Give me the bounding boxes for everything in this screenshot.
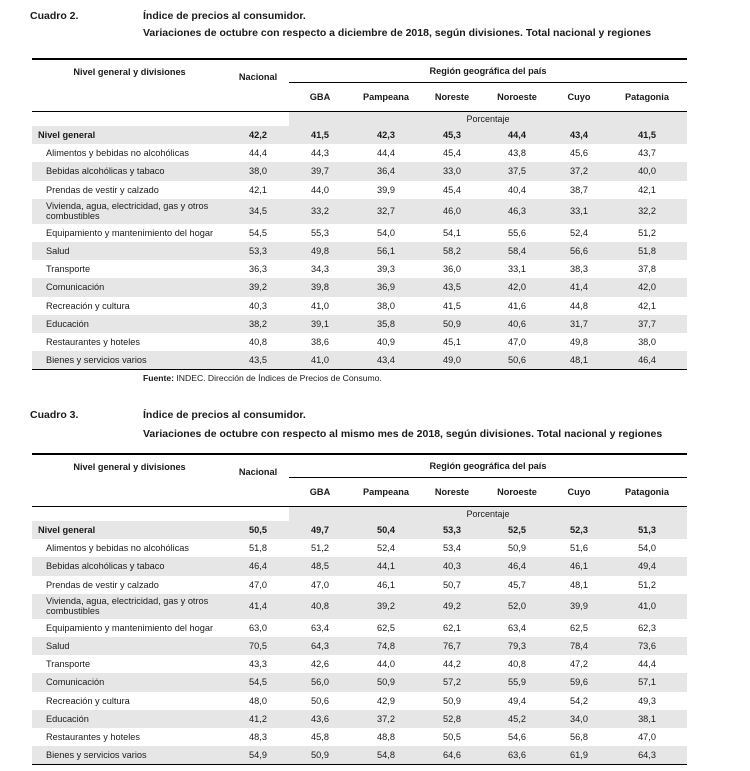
column-header-noroeste: Noroeste xyxy=(483,478,551,507)
row-label: Salud xyxy=(32,242,227,260)
cell-patagonia: 38,0 xyxy=(638,336,656,347)
cell-noroeste: 33,1 xyxy=(508,264,526,275)
row-label: Alimentos y bebidas no alcohólicas xyxy=(46,148,189,159)
cell-pampeana: 38,0 xyxy=(377,300,395,311)
cell-pampeana: 37,2 xyxy=(351,710,421,728)
cell-gba: 56,0 xyxy=(289,673,351,691)
cell-gba: 47,0 xyxy=(311,579,329,590)
table-row xyxy=(32,278,687,296)
cell-noroeste: 40,4 xyxy=(508,184,526,195)
row-label: Recreación y cultura xyxy=(46,695,130,706)
cell-patagonia: 44,4 xyxy=(638,659,656,670)
cell-cuyo: 43,4 xyxy=(551,126,607,144)
cell-cuyo: 37,2 xyxy=(551,162,607,180)
cell-cuyo: 46,1 xyxy=(551,557,607,575)
table-row xyxy=(32,637,687,655)
cell-patagonia: 32,2 xyxy=(607,199,687,224)
cell-pampeana: 42,3 xyxy=(351,126,421,144)
cell-noreste: 41,5 xyxy=(443,300,461,311)
cell-noroeste: 40,8 xyxy=(508,659,526,670)
row-label: Recreación y cultura xyxy=(46,300,130,311)
cell-nacional: 38,2 xyxy=(227,315,289,333)
cell-patagonia: 46,4 xyxy=(607,351,687,370)
cell-gba: 49,7 xyxy=(289,521,351,539)
cell-noroeste: 40,6 xyxy=(483,315,551,333)
table-row xyxy=(32,619,687,637)
row-label: Nivel general xyxy=(32,126,227,144)
header-row xyxy=(32,454,687,478)
row-label: Bebidas alcohólicas y tabaco xyxy=(32,557,227,575)
cell-noroeste: 54,6 xyxy=(508,731,526,742)
table-row xyxy=(32,655,687,673)
table-row xyxy=(32,162,687,180)
cell-noroeste: 43,8 xyxy=(508,148,526,159)
table-row xyxy=(32,746,687,765)
table-title: Índice de precios al consumidor. xyxy=(143,10,306,22)
cell-noroeste: 45,2 xyxy=(483,710,551,728)
cell-patagonia: 51,2 xyxy=(638,579,656,590)
cell-patagonia: 42,1 xyxy=(638,300,656,311)
row-label: Equipamiento y mantenimiento del hogar xyxy=(46,227,214,238)
cell-pampeana: 32,7 xyxy=(351,199,421,224)
cell-patagonia: 37,7 xyxy=(607,315,687,333)
cell-noroeste: 63,6 xyxy=(483,746,551,765)
cell-noroeste: 44,4 xyxy=(483,126,551,144)
column-header-gba: GBA xyxy=(289,83,351,112)
table-row xyxy=(32,242,687,260)
cell-pampeana: 46,1 xyxy=(377,579,395,590)
table-row xyxy=(32,557,687,575)
cell-noreste: 44,2 xyxy=(443,659,461,670)
cell-pampeana: 42,9 xyxy=(377,695,395,706)
cell-noreste: 45,4 xyxy=(443,184,461,195)
table-row xyxy=(32,673,687,691)
table-subtitle: Variaciones de octubre con respecto a diciembre de 2018, según divisiones. Total nacional y regiones xyxy=(143,27,652,39)
cell-pampeana: 44,1 xyxy=(351,557,421,575)
cell-cuyo: 48,1 xyxy=(551,351,607,370)
cell-noreste: 62,1 xyxy=(443,622,461,633)
table-label: Cuadro 2. xyxy=(30,10,79,22)
table-row xyxy=(32,594,687,619)
cell-noroeste: 55,9 xyxy=(483,673,551,691)
cell-patagonia: 41,0 xyxy=(607,594,687,619)
row-label: Nivel general xyxy=(32,521,227,539)
cell-pampeana: 44,0 xyxy=(377,659,395,670)
cell-nacional: 39,2 xyxy=(227,278,289,296)
cell-noreste: 50,9 xyxy=(421,315,483,333)
cell-noreste: 50,9 xyxy=(443,695,461,706)
column-header-patagonia: Patagonia xyxy=(607,83,687,112)
cell-gba: 63,4 xyxy=(311,622,329,633)
cell-nacional: 63,0 xyxy=(249,622,267,633)
unit-row-blank xyxy=(32,507,289,522)
cell-noroeste: 41,6 xyxy=(508,300,526,311)
column-header-region-group: Región geográfica del país xyxy=(289,454,687,478)
cell-patagonia: 41,5 xyxy=(607,126,687,144)
column-header-cuyo: Cuyo xyxy=(551,83,607,112)
cell-gba: 39,7 xyxy=(289,162,351,180)
cell-nacional: 51,8 xyxy=(249,543,267,554)
cell-gba: 39,8 xyxy=(289,278,351,296)
cell-noreste: 40,3 xyxy=(421,557,483,575)
cell-gba: 50,9 xyxy=(289,746,351,765)
cell-pampeana: 54,8 xyxy=(351,746,421,765)
table-row xyxy=(32,728,687,746)
unit-row xyxy=(32,507,687,522)
cell-gba: 41,0 xyxy=(311,300,329,311)
row-label: Prendas de vestir y calzado xyxy=(46,579,159,590)
cell-noroeste: 37,5 xyxy=(483,162,551,180)
cell-gba: 51,2 xyxy=(311,543,329,554)
table-row xyxy=(32,224,687,242)
column-header-noroeste: Noroeste xyxy=(483,83,551,112)
unit-label: Porcentaje xyxy=(289,507,687,522)
table-row xyxy=(32,260,687,278)
cell-nacional: 46,4 xyxy=(227,557,289,575)
column-header-national: Nacional xyxy=(227,454,289,507)
cell-cuyo: 39,9 xyxy=(551,594,607,619)
cell-nacional: 40,3 xyxy=(249,300,267,311)
cell-cuyo: 48,1 xyxy=(570,579,588,590)
cell-cuyo: 34,0 xyxy=(551,710,607,728)
cell-pampeana: 40,9 xyxy=(377,336,395,347)
cell-pampeana: 36,4 xyxy=(351,162,421,180)
cell-noreste: 53,3 xyxy=(421,521,483,539)
column-header-noreste: Noreste xyxy=(421,83,483,112)
cell-pampeana: 56,1 xyxy=(351,242,421,260)
column-header-pampeana: Pampeana xyxy=(351,83,421,112)
cell-patagonia: 62,3 xyxy=(638,622,656,633)
row-label: Prendas de vestir y calzado xyxy=(46,184,159,195)
cell-noroeste: 47,0 xyxy=(508,336,526,347)
cell-nacional: 34,5 xyxy=(227,199,289,224)
row-label: Vivienda, agua, electricidad, gas y otros combustibles xyxy=(32,594,227,619)
cell-gba: 38,6 xyxy=(311,336,329,347)
cell-cuyo: 44,8 xyxy=(570,300,588,311)
cell-noreste: 50,7 xyxy=(443,579,461,590)
cell-nacional: 38,0 xyxy=(227,162,289,180)
column-header-patagonia: Patagonia xyxy=(607,478,687,507)
cell-patagonia: 49,4 xyxy=(607,557,687,575)
cell-gba: 50,6 xyxy=(311,695,329,706)
cell-pampeana: 52,4 xyxy=(377,543,395,554)
row-label: Educación xyxy=(32,315,227,333)
cell-nacional: 43,5 xyxy=(227,351,289,370)
cell-gba: 45,8 xyxy=(311,731,329,742)
column-header-region-group: Región geográfica del país xyxy=(289,59,687,83)
source-text: INDEC. Dirección de Índices de Precios de Consumo. xyxy=(176,373,382,383)
cell-noroeste: 63,4 xyxy=(508,622,526,633)
row-label: Restaurantes y hoteles xyxy=(46,731,140,742)
cell-nacional: 42,1 xyxy=(249,184,267,195)
cell-pampeana: 44,4 xyxy=(377,148,395,159)
cell-nacional: 54,5 xyxy=(227,673,289,691)
cell-gba: 34,3 xyxy=(311,264,329,275)
cell-pampeana: 50,4 xyxy=(351,521,421,539)
cell-pampeana: 35,8 xyxy=(351,315,421,333)
cell-nacional: 44,4 xyxy=(249,148,267,159)
row-label: Alimentos y bebidas no alcohólicas xyxy=(46,543,189,554)
cell-noreste: 49,0 xyxy=(421,351,483,370)
unit-label: Porcentaje xyxy=(289,112,687,127)
cell-gba: 41,5 xyxy=(289,126,351,144)
cell-gba: 33,2 xyxy=(289,199,351,224)
row-label: Salud xyxy=(32,637,227,655)
cell-patagonia: 47,0 xyxy=(638,731,656,742)
column-header-noreste: Noreste xyxy=(421,478,483,507)
table-title: Índice de precios al consumidor. xyxy=(143,409,306,421)
cell-noroeste: 50,6 xyxy=(483,351,551,370)
cell-noreste: 50,5 xyxy=(443,731,461,742)
column-header-pampeana: Pampeana xyxy=(351,478,421,507)
cell-nacional: 54,5 xyxy=(249,227,267,238)
cell-gba: 43,6 xyxy=(289,710,351,728)
cell-pampeana: 39,2 xyxy=(351,594,421,619)
cell-nacional: 40,8 xyxy=(249,336,267,347)
table-subtitle: Variaciones de octubre con respecto al mismo mes de 2018, según divisiones. Total nacional y regiones xyxy=(143,428,663,440)
cell-cuyo: 41,4 xyxy=(551,278,607,296)
column-header-gba: GBA xyxy=(289,478,351,507)
cell-cuyo: 56,6 xyxy=(551,242,607,260)
cell-noreste: 43,5 xyxy=(421,278,483,296)
cell-cuyo: 38,7 xyxy=(570,184,588,195)
table-row xyxy=(32,710,687,728)
cell-noroeste: 46,4 xyxy=(483,557,551,575)
row-label: Bienes y servicios varios xyxy=(32,351,227,370)
table-row xyxy=(32,576,687,594)
table-row xyxy=(32,539,687,557)
cell-patagonia: 42,0 xyxy=(607,278,687,296)
row-label: Vivienda, agua, electricidad, gas y otros combustibles xyxy=(32,199,227,224)
cell-nacional: 43,3 xyxy=(249,659,267,670)
row-label: Educación xyxy=(32,710,227,728)
column-header-divisions: Nivel general y divisiones xyxy=(32,59,227,112)
cell-cuyo: 33,1 xyxy=(551,199,607,224)
cell-pampeana: 36,9 xyxy=(351,278,421,296)
cell-cuyo: 45,6 xyxy=(570,148,588,159)
cell-patagonia: 42,1 xyxy=(638,184,656,195)
cell-patagonia: 54,0 xyxy=(638,543,656,554)
cell-pampeana: 62,5 xyxy=(377,622,395,633)
cell-patagonia: 37,8 xyxy=(638,264,656,275)
cell-patagonia: 38,1 xyxy=(607,710,687,728)
cell-noroeste: 52,5 xyxy=(483,521,551,539)
cell-noroeste: 52,0 xyxy=(483,594,551,619)
table-row-general xyxy=(32,521,687,539)
cell-patagonia: 43,7 xyxy=(638,148,656,159)
cell-noroeste: 42,0 xyxy=(483,278,551,296)
cell-cuyo: 56,8 xyxy=(570,731,588,742)
table-source xyxy=(143,373,382,383)
cell-cuyo: 78,4 xyxy=(551,637,607,655)
cell-nacional: 70,5 xyxy=(227,637,289,655)
cell-noreste: 58,2 xyxy=(421,242,483,260)
cell-gba: 49,8 xyxy=(289,242,351,260)
unit-row xyxy=(32,112,687,127)
cell-patagonia: 49,3 xyxy=(638,695,656,706)
cell-patagonia: 40,0 xyxy=(607,162,687,180)
cell-nacional: 48,3 xyxy=(249,731,267,742)
cell-nacional: 53,3 xyxy=(227,242,289,260)
cell-pampeana: 43,4 xyxy=(351,351,421,370)
cell-noreste: 49,2 xyxy=(421,594,483,619)
cell-gba: 41,0 xyxy=(289,351,351,370)
column-header-national: Nacional xyxy=(227,59,289,112)
row-label: Restaurantes y hoteles xyxy=(46,336,140,347)
table-row xyxy=(32,351,687,370)
cell-cuyo: 52,4 xyxy=(570,227,588,238)
cell-noreste: 36,0 xyxy=(443,264,461,275)
cell-noroeste: 49,4 xyxy=(508,695,526,706)
table-row xyxy=(32,144,687,162)
source-label: Fuente: xyxy=(143,373,175,383)
unit-row-blank xyxy=(32,112,289,127)
cell-gba: 44,3 xyxy=(311,148,329,159)
cell-pampeana: 74,8 xyxy=(351,637,421,655)
cell-pampeana: 54,0 xyxy=(377,227,395,238)
cell-noroeste: 50,9 xyxy=(508,543,526,554)
cell-gba: 55,3 xyxy=(311,227,329,238)
cell-pampeana: 50,9 xyxy=(351,673,421,691)
table-row xyxy=(32,315,687,333)
table-row xyxy=(32,181,687,199)
cell-noreste: 54,1 xyxy=(443,227,461,238)
cuadro-3-table xyxy=(32,453,687,765)
cuadro-2-table xyxy=(32,58,687,370)
table-row xyxy=(32,692,687,710)
cell-cuyo: 38,3 xyxy=(570,264,588,275)
row-label: Transporte xyxy=(46,264,91,275)
cell-gba: 44,0 xyxy=(311,184,329,195)
cell-nacional: 41,4 xyxy=(227,594,289,619)
cell-gba: 64,3 xyxy=(289,637,351,655)
cell-pampeana: 39,9 xyxy=(377,184,395,195)
cell-nacional: 50,5 xyxy=(227,521,289,539)
cell-nacional: 48,0 xyxy=(249,695,267,706)
cell-patagonia: 57,1 xyxy=(607,673,687,691)
cell-gba: 48,5 xyxy=(289,557,351,575)
table-row xyxy=(32,199,687,224)
row-label: Bebidas alcohólicas y tabaco xyxy=(32,162,227,180)
cell-noreste: 64,6 xyxy=(421,746,483,765)
cell-cuyo: 49,8 xyxy=(570,336,588,347)
cell-noreste: 76,7 xyxy=(421,637,483,655)
column-header-divisions: Nivel general y divisiones xyxy=(32,454,227,507)
cell-patagonia: 64,3 xyxy=(607,746,687,765)
table-label: Cuadro 3. xyxy=(30,409,79,421)
cell-noreste: 46,0 xyxy=(421,199,483,224)
table-row xyxy=(32,297,687,315)
row-label: Equipamiento y mantenimiento del hogar xyxy=(46,622,214,633)
cell-noroeste: 46,3 xyxy=(483,199,551,224)
header-row xyxy=(32,59,687,83)
cell-noreste: 57,2 xyxy=(421,673,483,691)
cell-noreste: 52,8 xyxy=(421,710,483,728)
table-row xyxy=(32,333,687,351)
cell-noroeste: 58,4 xyxy=(483,242,551,260)
cell-noroeste: 55,6 xyxy=(508,227,526,238)
row-label: Comunicación xyxy=(32,278,227,296)
cell-cuyo: 54,2 xyxy=(570,695,588,706)
row-label: Transporte xyxy=(46,659,91,670)
cell-patagonia: 51,8 xyxy=(607,242,687,260)
cell-cuyo: 61,9 xyxy=(551,746,607,765)
cell-patagonia: 73,6 xyxy=(607,637,687,655)
cell-noreste: 53,4 xyxy=(443,543,461,554)
cell-pampeana: 48,8 xyxy=(377,731,395,742)
cell-nacional: 42,2 xyxy=(227,126,289,144)
cell-nacional: 41,2 xyxy=(227,710,289,728)
table-row-general xyxy=(32,126,687,144)
cell-pampeana: 39,3 xyxy=(377,264,395,275)
cell-cuyo: 47,2 xyxy=(570,659,588,670)
cell-gba: 40,8 xyxy=(289,594,351,619)
cell-cuyo: 51,6 xyxy=(570,543,588,554)
cell-cuyo: 62,5 xyxy=(570,622,588,633)
cell-gba: 39,1 xyxy=(289,315,351,333)
cell-nacional: 47,0 xyxy=(249,579,267,590)
cell-noreste: 45,1 xyxy=(443,336,461,347)
cell-noreste: 33,0 xyxy=(421,162,483,180)
cell-patagonia: 51,2 xyxy=(638,227,656,238)
cell-cuyo: 31,7 xyxy=(551,315,607,333)
cell-patagonia: 51,3 xyxy=(607,521,687,539)
row-label: Bienes y servicios varios xyxy=(32,746,227,765)
row-label: Comunicación xyxy=(32,673,227,691)
column-header-cuyo: Cuyo xyxy=(551,478,607,507)
cell-cuyo: 59,6 xyxy=(551,673,607,691)
cell-noreste: 45,3 xyxy=(421,126,483,144)
cell-noroeste: 79,3 xyxy=(483,637,551,655)
cell-noroeste: 45,7 xyxy=(508,579,526,590)
cell-nacional: 54,9 xyxy=(227,746,289,765)
cell-nacional: 36,3 xyxy=(249,264,267,275)
cell-cuyo: 52,3 xyxy=(551,521,607,539)
cell-gba: 42,6 xyxy=(311,659,329,670)
cell-noreste: 45,4 xyxy=(443,148,461,159)
